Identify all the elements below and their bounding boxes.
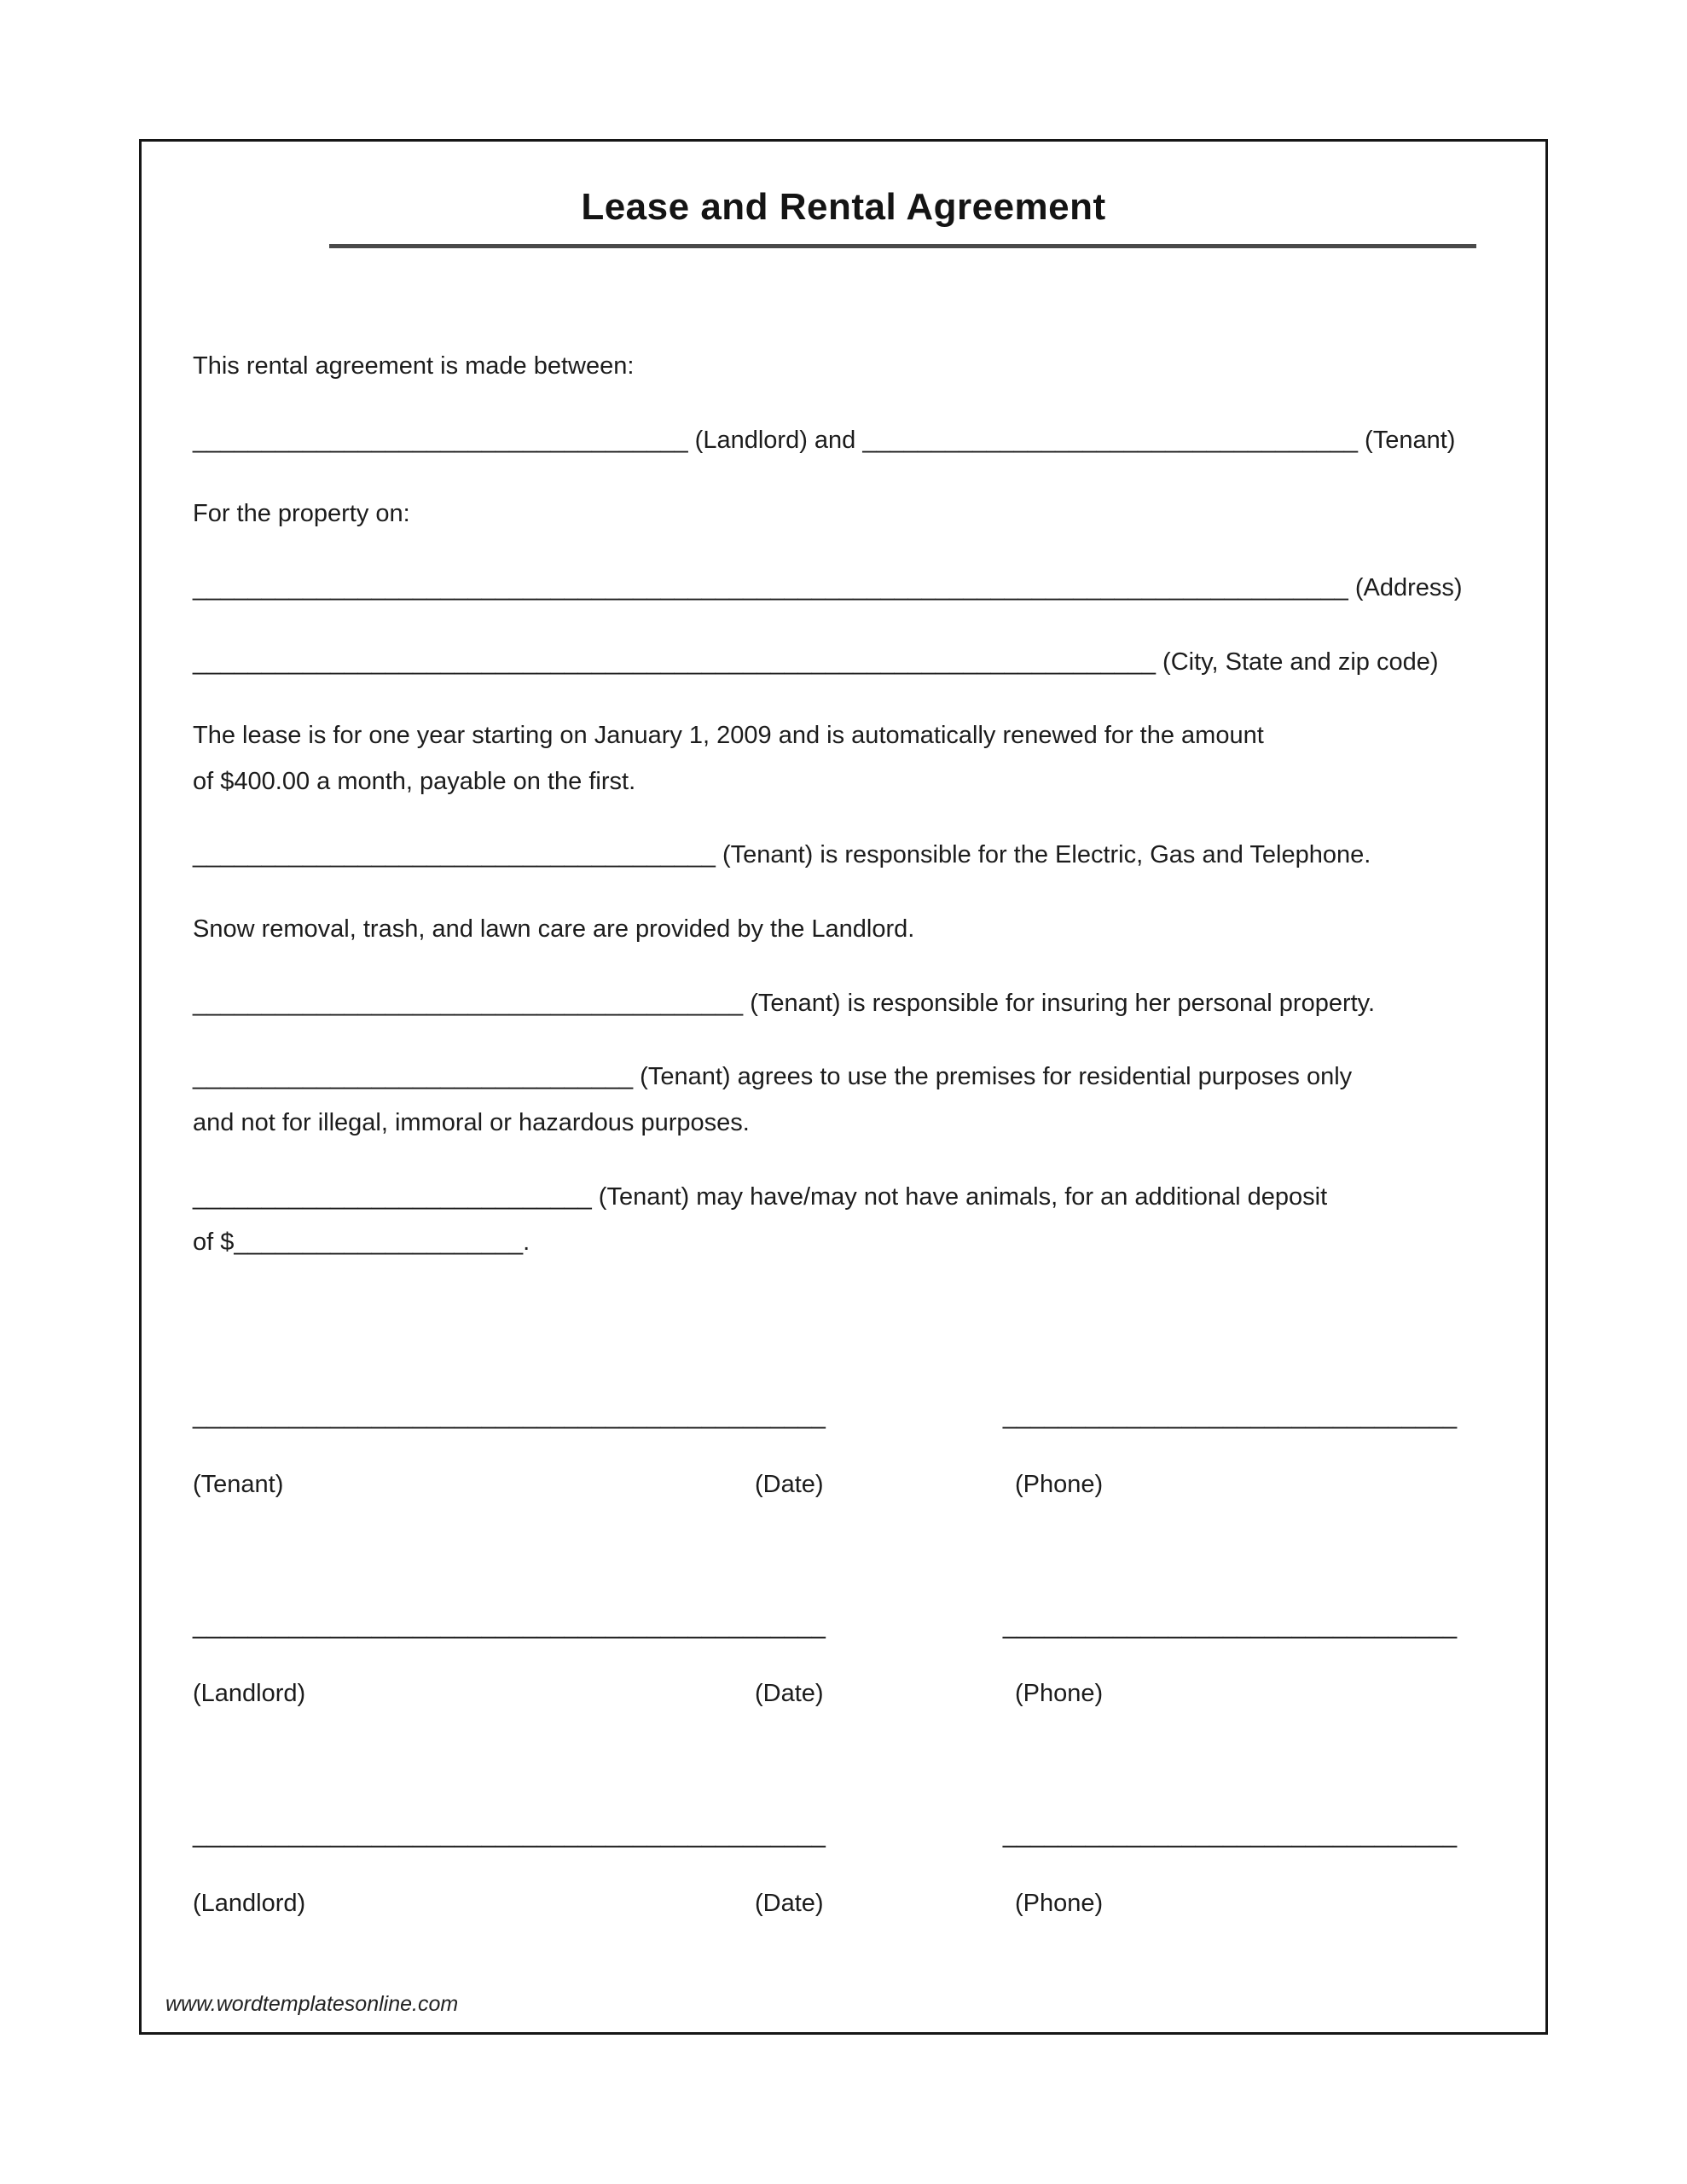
insurance-text: (Tenant) is responsible for insuring her personal property.	[743, 989, 1376, 1017]
city-label: (City, State and zip code)	[1156, 648, 1439, 676]
date-label: (Date)	[755, 1889, 824, 1917]
tenant-label: (Tenant)	[1358, 426, 1456, 454]
date-label: (Date)	[755, 1680, 824, 1708]
lease-terms-paragraph	[193, 713, 1494, 804]
document-body	[193, 344, 1494, 1927]
address-label: (Address)	[1348, 573, 1463, 601]
utilities-line	[193, 833, 1494, 879]
signature-block-landlord-1	[193, 1604, 1494, 1718]
address-line	[193, 566, 1494, 612]
lease-terms-line2: of $400.00 a month, payable on the first.	[193, 767, 636, 795]
signer-label: (Landlord)	[193, 1889, 306, 1917]
premises-text-line1: (Tenant) agrees to use the premises for residential purposes only	[633, 1063, 1353, 1091]
signature-labels-row	[193, 1671, 1494, 1717]
document-title: Lease and Rental Agreement	[581, 186, 1106, 228]
website-footer: www.wordtemplatesonline.com	[165, 1992, 459, 2016]
animals-text-line2-prefix: of $	[193, 1228, 235, 1257]
landlord-signature-line[interactable]: ______________________________________________	[193, 1612, 826, 1640]
parties-line	[193, 418, 1494, 464]
document-page	[139, 139, 1548, 2035]
phone-label: (Phone)	[1015, 1470, 1104, 1498]
signature-labels-row	[193, 1881, 1494, 1927]
insurance-tenant-blank[interactable]: ________________________________________	[193, 989, 744, 1017]
title-rule	[329, 244, 1476, 248]
tenant-signature-line[interactable]: ______________________________________________	[193, 1402, 826, 1430]
animals-line	[193, 1175, 1494, 1266]
landlord-phone-line[interactable]: _________________________________	[1002, 1821, 1458, 1850]
signature-block-tenant	[193, 1394, 1494, 1508]
address-blank[interactable]: ____________________________________________________________________________________	[193, 573, 1348, 601]
insurance-line	[193, 981, 1494, 1027]
landlord-signature-line[interactable]: ______________________________________________	[193, 1821, 826, 1850]
premises-tenant-blank[interactable]: ________________________________	[193, 1063, 634, 1091]
premises-line	[193, 1054, 1494, 1146]
lease-terms-line1: The lease is for one year starting on January 1, 2009 and is automatically renewed for the amount	[193, 722, 1264, 750]
phone-label: (Phone)	[1015, 1889, 1104, 1917]
tenant-phone-line[interactable]: _________________________________	[1002, 1402, 1458, 1430]
landlord-and-label: (Landlord) and	[687, 426, 863, 454]
landlord-name-blank[interactable]: ____________________________________	[193, 426, 688, 454]
date-label: (Date)	[755, 1470, 824, 1498]
animals-text-line1: (Tenant) may have/may not have animals, for an additional deposit	[591, 1182, 1328, 1211]
animals-tenant-blank[interactable]: _____________________________	[193, 1182, 592, 1211]
tenant-name-blank[interactable]: ____________________________________	[862, 426, 1358, 454]
landlord-phone-line[interactable]: _________________________________	[1002, 1612, 1458, 1640]
city-blank[interactable]: ______________________________________________________________________	[193, 648, 1156, 676]
signature-labels-row	[193, 1462, 1494, 1508]
premises-text-line2: and not for illegal, immoral or hazardous purposes.	[193, 1109, 750, 1137]
signature-lines-row	[193, 1813, 1494, 1859]
landlord-services-paragraph: Snow removal, trash, and lawn care are provided by the Landlord.	[193, 915, 915, 944]
city-line	[193, 640, 1494, 686]
intro-paragraph: This rental agreement is made between:	[193, 352, 635, 380]
phone-label: (Phone)	[1015, 1680, 1104, 1708]
utilities-tenant-blank[interactable]: ______________________________________	[193, 841, 716, 869]
signature-lines-row	[193, 1604, 1494, 1650]
signature-lines-row	[193, 1394, 1494, 1440]
signature-block-landlord-2	[193, 1813, 1494, 1927]
signer-label: (Landlord)	[193, 1680, 306, 1708]
property-intro: For the property on:	[193, 500, 410, 528]
signer-label: (Tenant)	[193, 1470, 284, 1498]
deposit-amount-blank[interactable]: _____________________	[234, 1228, 524, 1257]
animals-text-line2-suffix: .	[523, 1228, 530, 1257]
utilities-text: (Tenant) is responsible for the Electric, Gas and Telephone.	[715, 841, 1371, 869]
